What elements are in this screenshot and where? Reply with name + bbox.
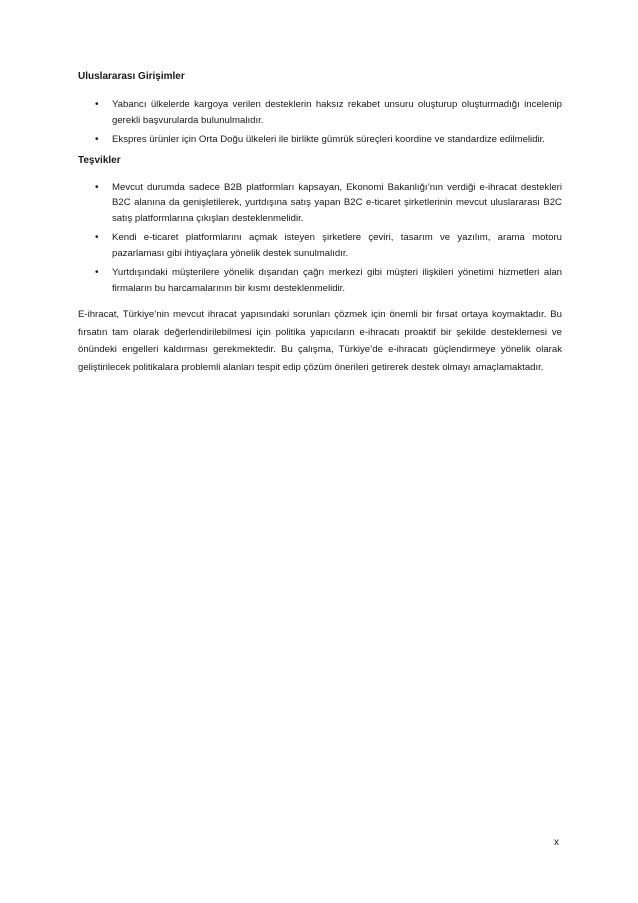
page-number: x	[554, 837, 559, 848]
list-item-text: Yurtdışındaki müşterilere yönelik dışarıdan çağrı merkezi gibi müşteri ilişkileri yönetimi hizmetleri alan firmaların bu harcamalarının bir kısmı desteklenmelidir.	[112, 267, 562, 294]
list-item	[78, 180, 562, 227]
summary-paragraph: E-ihracat, Türkiye’nin mevcut ihracat yapısındaki sorunları çözmek için önemli bir fırsat ortaya koymaktadır. Bu fırsatın tam olarak değerlendirilebilmesi için politika yapıcıların e-ihracatı proaktif bir şekilde desteklemesi ve önündeki engelleri kaldırması gerekmektedir. Bu çalışma, Türkiye’de e-ihracatı güçlendirmeye yönelik olarak geliştirilecek politikalara problemli alanları tespit edip çözüm önerileri getirerek destek olmayı amaçlamaktadır.	[78, 309, 562, 373]
section-heading-incentives: Teşvikler	[78, 154, 121, 166]
list-item	[78, 132, 562, 148]
bullet-icon: •	[95, 134, 99, 145]
bullet-icon: •	[95, 99, 99, 110]
bullet-list-international	[78, 97, 562, 148]
list-item-text: Kendi e-ticaret platformlarını açmak isteyen şirketlere çeviri, tasarım ve yazılım, arama motoru pazarlaması gibi ihtiyaçlara yönelik destek sunulmalıdır.	[112, 232, 562, 259]
list-item-text: Mevcut durumda sadece B2B platformları kapsayan, Ekonomi Bakanlığı’nın verdiği e-ihracat destekleri B2C alanına da genişletilerek, yurtdışına satış yapan B2C e-ticaret şirketlerinin mevcut uluslararası B2C satış platformlarına çıkışları desteklenmelidir.	[112, 181, 562, 224]
list-item-text: Ekspres ürünler için Orta Doğu ülkeleri ile birlikte gümrük süreçleri koordine ve standardize edilmelidir.	[112, 134, 545, 145]
bullet-list-incentives	[78, 180, 562, 297]
list-item	[78, 230, 562, 261]
bullet-icon: •	[95, 232, 99, 243]
section-heading-international: Uluslararası Girişimler	[78, 71, 185, 82]
list-item-text: Yabancı ülkelerde kargoya verilen desteklerin haksız rekabet unsuru oluşturup oluşturmadığı incelenip gerekli başvurularda bulunulmalıdır.	[112, 99, 562, 126]
document-page	[78, 70, 562, 376]
bullet-icon: •	[95, 181, 99, 193]
list-item	[78, 265, 562, 296]
bullet-icon: •	[95, 267, 99, 278]
list-item	[78, 97, 562, 128]
